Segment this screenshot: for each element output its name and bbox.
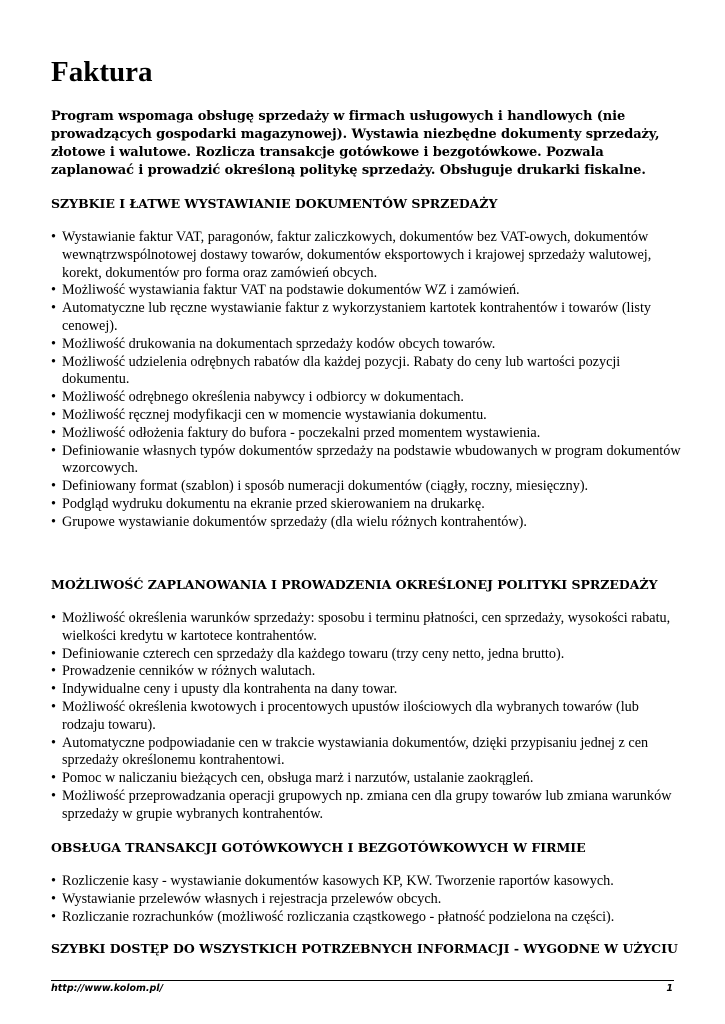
footer-page-number: 1 (666, 983, 673, 994)
list-item: • Możliwość odrębnego określenia nabywcy i odbiorcy w dokumentach. (51, 389, 681, 407)
list-item: • Grupowe wystawianie dokumentów sprzedaży (dla wielu różnych kontrahentów). (51, 514, 681, 532)
section-list-fast-issuing (51, 229, 681, 532)
list-item: • Możliwość określenia warunków sprzedaży: sposobu i terminu płatności, cen sprzedaży, wysokości rabatu, wielkości kredytu w kartotece kontrahentów. (51, 610, 681, 646)
list-item: • Automatyczne lub ręczne wystawianie faktur z wykorzystaniem kartotek kontrahentów i towarów (listy cenowej). (51, 300, 681, 336)
list-item: • Rozliczenie kasy - wystawianie dokumentów kasowych KP, KW. Tworzenie raportów kasowych. (51, 873, 681, 891)
list-item: • Definiowanie własnych typów dokumentów sprzedaży na podstawie wbudowanych w program dokumentów wzorcowych. (51, 443, 681, 479)
footer-divider (51, 980, 674, 981)
list-item: • Możliwość wystawiania faktur VAT na podstawie dokumentów WZ i zamówień. (51, 282, 681, 300)
list-item: • Możliwość udzielenia odrębnych rabatów dla każdej pozycji. Rabaty do ceny lub wartości pozycji dokumentu. (51, 354, 681, 390)
list-item: • Rozliczanie rozrachunków (możliwość rozliczania cząstkowego - płatność podzielona na części). (51, 909, 681, 927)
list-item: • Indywidualne ceny i upusty dla kontrahenta na dany towar. (51, 681, 681, 699)
section-heading-transactions: OBSŁUGA TRANSAKCJI GOTÓWKOWYCH I BEZGOTÓWKOWYCH W FIRMIE (51, 840, 586, 855)
intro-paragraph: Program wspomaga obsługę sprzedaży w firmach usługowych i handlowych (nie prowadzących gospodarki magazynowej). Wystawia niezbędne dokumenty sprzedaży, złotowe i walutowe. Rozlicza transakcje gotówkowe i bezgotówkowe. Pozwala zaplanować i prowadzić określoną politykę sprzedaży. Obsługuje drukarki fiskalne. (51, 109, 660, 178)
section-list-sales-policy (51, 610, 681, 824)
page-title: Faktura (51, 56, 153, 88)
section-heading-fast-issuing: SZYBKIE I ŁATWE WYSTAWIANIE DOKUMENTÓW SPRZEDAŻY (51, 196, 498, 211)
list-item: • Wystawianie faktur VAT, paragonów, faktur zaliczkowych, dokumentów bez VAT-owych, dokumentów wewnątrzwspólnotowej dostawy towarów, dokumentów eksportowych i krajowej sprzedaży walutowej, korekt, dokumentów pro forma oraz zamówień obcych. (51, 229, 681, 282)
list-item: • Podgląd wydruku dokumentu na ekranie przed skierowaniem na drukarkę. (51, 496, 681, 514)
list-item: • Możliwość ręcznej modyfikacji cen w momencie wystawiania dokumentu. (51, 407, 681, 425)
list-item: • Automatyczne podpowiadanie cen w trakcie wystawiania dokumentów, dzięki przypisaniu jednej z cen sprzedaży określonemu kontrahentowi. (51, 735, 681, 771)
list-item: • Definiowany format (szablon) i sposób numeracji dokumentów (ciągły, roczny, miesięczny). (51, 478, 681, 496)
list-item: • Możliwość odłożenia faktury do bufora - poczekalni przed momentem wystawienia. (51, 425, 681, 443)
list-item: • Możliwość przeprowadzania operacji grupowych np. zmiana cen dla grupy towarów lub zmiana warunków sprzedaży w grupie wybranych kontrahentów. (51, 788, 681, 824)
list-item: • Pomoc w naliczaniu bieżących cen, obsługa marż i narzutów, ustalanie zaokrągleń. (51, 770, 681, 788)
list-item: • Możliwość określenia kwotowych i procentowych upustów ilościowych dla wybranych towarów (lub rodzaju towaru). (51, 699, 681, 735)
footer-url-link[interactable]: http://www.kolom.pl/ (51, 983, 164, 994)
list-item: • Prowadzenie cenników w różnych walutach. (51, 663, 681, 681)
list-item: • Definiowanie czterech cen sprzedaży dla każdego towaru (trzy ceny netto, jedna brutto). (51, 646, 681, 664)
section-list-transactions (51, 873, 681, 926)
list-item: • Możliwość drukowania na dokumentach sprzedaży kodów obcych towarów. (51, 336, 681, 354)
section-heading-quick-access: SZYBKI DOSTĘP DO WSZYSTKICH POTRZEBNYCH INFORMACJI - WYGODNE W UŻYCIU (51, 941, 678, 956)
section-heading-sales-policy: MOŻLIWOŚĆ ZAPLANOWANIA I PROWADZENIA OKREŚLONEJ POLITYKI SPRZEDAŻY (51, 577, 658, 592)
list-item: • Wystawianie przelewów własnych i rejestracja przelewów obcych. (51, 891, 681, 909)
